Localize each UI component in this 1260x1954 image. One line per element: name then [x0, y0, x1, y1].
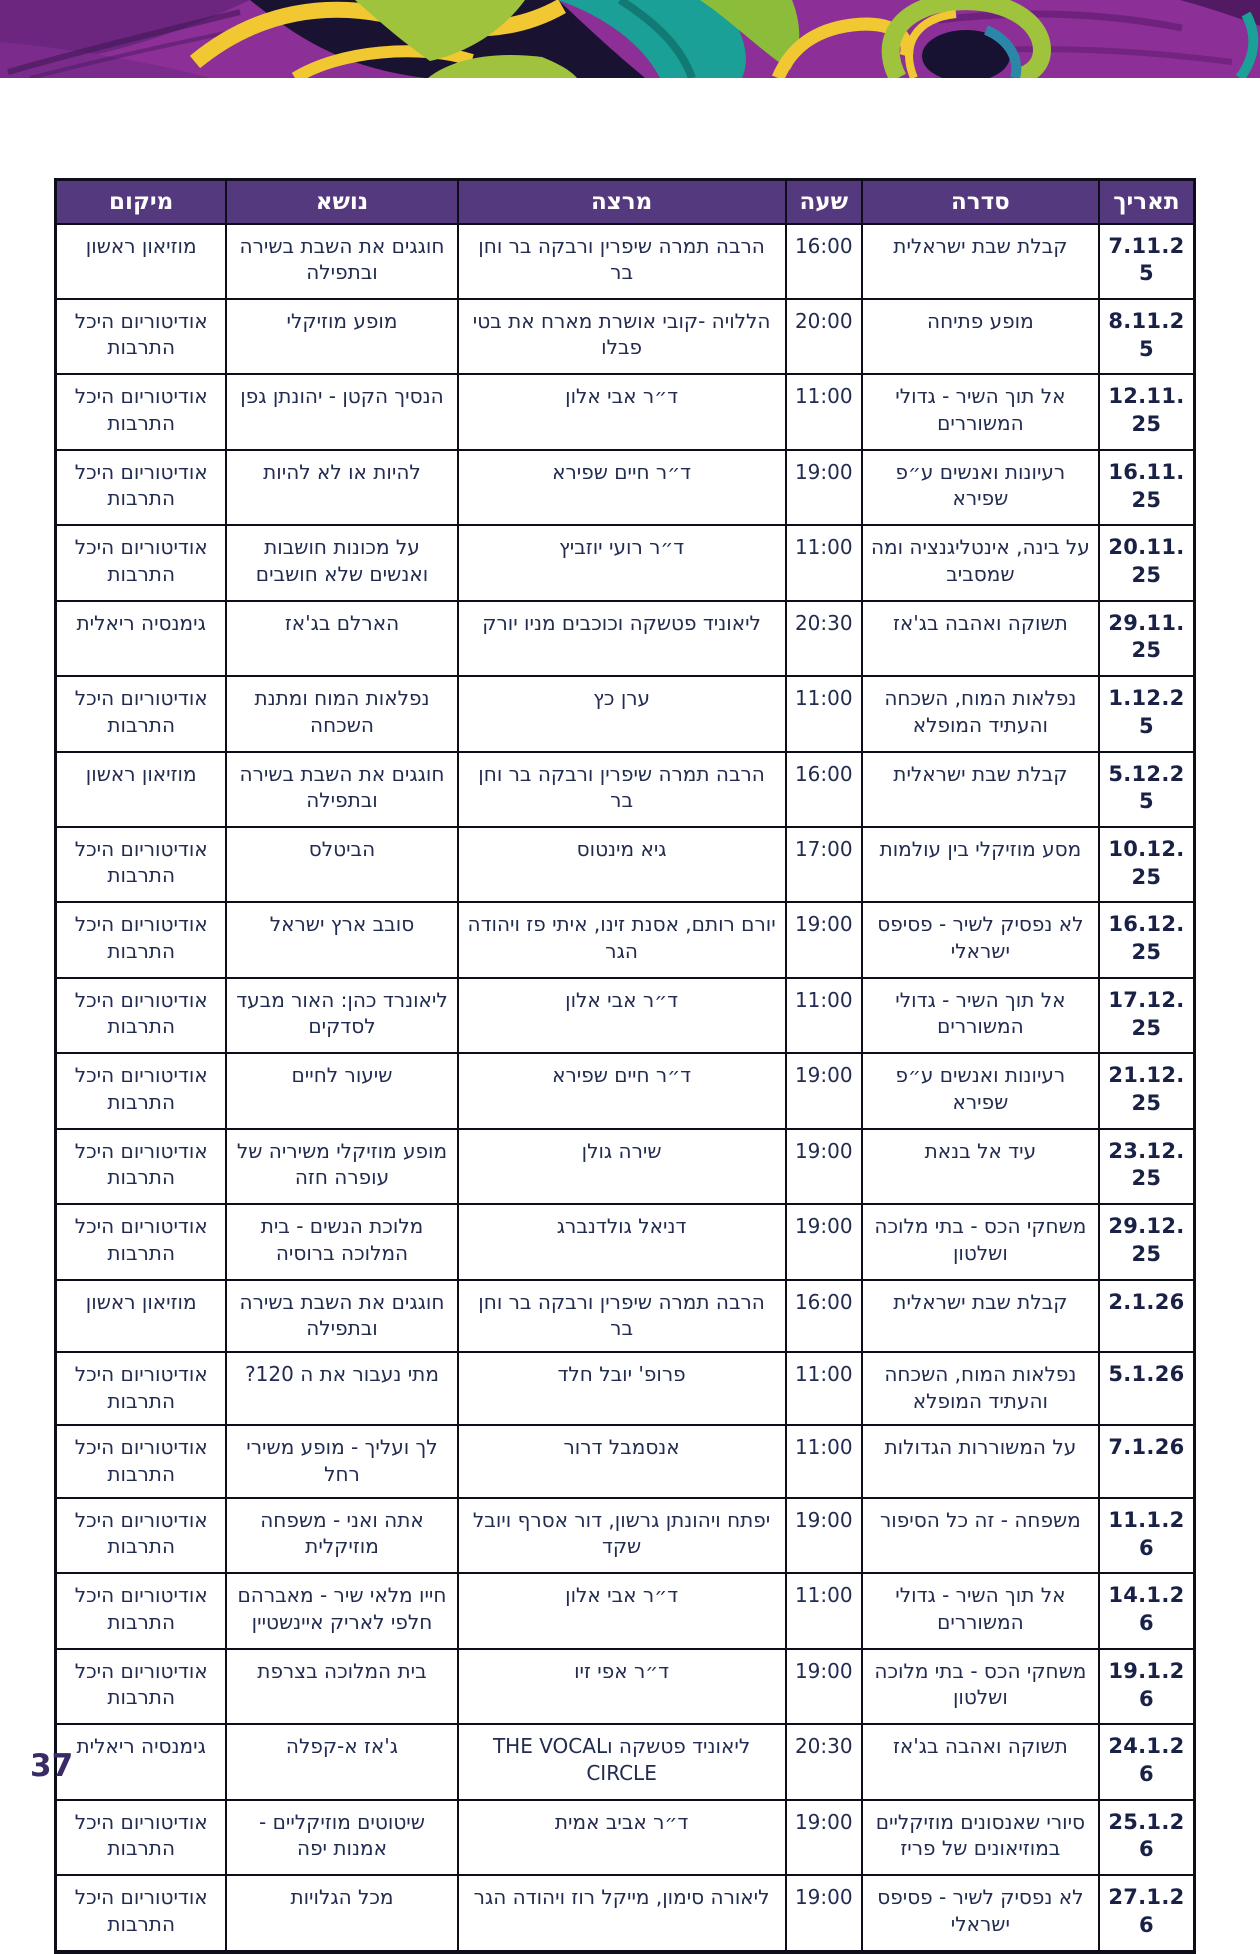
- cell-topic: הביטלס: [226, 827, 457, 902]
- cell-location: אודיטוריום היכל התרבות: [56, 1425, 227, 1498]
- cell-date: 10.12.25: [1099, 827, 1195, 902]
- cell-time: 16:00: [786, 1280, 862, 1353]
- cell-lecturer: ד״ר אבי אלון: [458, 1573, 786, 1648]
- cell-series: משפחה - זה כל הסיפור: [862, 1498, 1099, 1573]
- cell-lecturer: אנסמבל דרור: [458, 1425, 786, 1498]
- cell-location: אודיטוריום היכל התרבות: [56, 1800, 227, 1875]
- table-row: [56, 1352, 1195, 1425]
- cell-series: נפלאות המוח, השכחה והעתיד המופלא: [862, 676, 1099, 751]
- table-row: [56, 1649, 1195, 1724]
- cell-date: 7.11.25: [1099, 224, 1195, 299]
- cell-location: מוזיאון ראשון: [56, 224, 227, 299]
- cell-lecturer: הללויה -קובי אושרת מארח את בטי פבלו: [458, 299, 786, 374]
- table-row: [56, 1280, 1195, 1353]
- cell-lecturer: ליאוניד פטשקה וTHE VOCAL CIRCLE: [458, 1724, 786, 1799]
- cell-topic: בית המלוכה בצרפת: [226, 1649, 457, 1724]
- cell-location: אודיטוריום היכל התרבות: [56, 827, 227, 902]
- cell-time: 19:00: [786, 450, 862, 525]
- cell-series: אל תוך השיר - גדולי המשוררים: [862, 1573, 1099, 1648]
- cell-time: 19:00: [786, 1800, 862, 1875]
- cell-location: אודיטוריום היכל התרבות: [56, 374, 227, 449]
- cell-time: 11:00: [786, 1425, 862, 1498]
- cell-series: על המשוררות הגדולות: [862, 1425, 1099, 1498]
- table-row: [56, 374, 1195, 449]
- table-row: [56, 1129, 1195, 1204]
- cell-location: אודיטוריום היכל התרבות: [56, 676, 227, 751]
- cell-topic: להיות או לא להיות: [226, 450, 457, 525]
- cell-location: מוזיאון ראשון: [56, 752, 227, 827]
- cell-topic: מתי נעבור את ה 120?: [226, 1352, 457, 1425]
- cell-series: קבלת שבת ישראלית: [862, 752, 1099, 827]
- cell-date: 29.12.25: [1099, 1204, 1195, 1279]
- cell-date: 23.12.25: [1099, 1129, 1195, 1204]
- cell-topic: שיטוטים מוזיקליים - אמנות יפה: [226, 1800, 457, 1875]
- cell-lecturer: ד״ר אפי זיו: [458, 1649, 786, 1724]
- cell-series: אל תוך השיר - גדולי המשוררים: [862, 374, 1099, 449]
- cell-time: 19:00: [786, 902, 862, 977]
- table-row: [56, 601, 1195, 676]
- cell-topic: שיעור לחיים: [226, 1053, 457, 1128]
- cell-topic: לך ועליך - מופע משירי רחל: [226, 1425, 457, 1498]
- cell-time: 19:00: [786, 1204, 862, 1279]
- cell-series: סיורי שאנסונים מוזיקליים במוזיאונים של פריז: [862, 1800, 1099, 1875]
- column-header-series: סדרה: [862, 180, 1099, 224]
- schedule-section: [54, 178, 1196, 1954]
- cell-series: קבלת שבת ישראלית: [862, 1280, 1099, 1353]
- table-row: [56, 1053, 1195, 1128]
- banner-artwork: [0, 0, 1260, 78]
- table-row: [56, 676, 1195, 751]
- cell-series: נפלאות המוח, השכחה והעתיד המופלא: [862, 1352, 1099, 1425]
- cell-time: 20:30: [786, 601, 862, 676]
- cell-lecturer: גיא מינטוס: [458, 827, 786, 902]
- cell-location: אודיטוריום היכל התרבות: [56, 1649, 227, 1724]
- cell-date: 14.1.26: [1099, 1573, 1195, 1648]
- cell-series: לא נפסיק לשיר - פסיפס ישראלי: [862, 902, 1099, 977]
- cell-lecturer: ליאורה סימון, מייקל רוז ויהודה הגר: [458, 1875, 786, 1951]
- cell-date: 20.11.25: [1099, 525, 1195, 600]
- cell-lecturer: יורם רותם, אסנת זינו, איתי פז ויהודה הגר: [458, 902, 786, 977]
- cell-lecturer: ליאוניד פטשקה וכוכבים מניו יורק: [458, 601, 786, 676]
- cell-lecturer: ד״ר חיים שפירא: [458, 1053, 786, 1128]
- cell-topic: נפלאות המוח ומתנת השכחה: [226, 676, 457, 751]
- column-header-location: מיקום: [56, 180, 227, 224]
- cell-date: 5.1.26: [1099, 1352, 1195, 1425]
- cell-series: רעיונות ואנשים ע״פ שפירא: [862, 450, 1099, 525]
- cell-location: אודיטוריום היכל התרבות: [56, 978, 227, 1053]
- cell-time: 19:00: [786, 1498, 862, 1573]
- cell-date: 16.12.25: [1099, 902, 1195, 977]
- cell-time: 19:00: [786, 1649, 862, 1724]
- cell-date: 17.12.25: [1099, 978, 1195, 1053]
- cell-lecturer: יפתח ויהונתן גרשון, דור אסרף ויובל שקד: [458, 1498, 786, 1573]
- table-row: [56, 752, 1195, 827]
- cell-lecturer: ד״ר אביב אמית: [458, 1800, 786, 1875]
- table-row: [56, 224, 1195, 299]
- cell-date: 8.11.25: [1099, 299, 1195, 374]
- cell-lecturer: ד״ר חיים שפירא: [458, 450, 786, 525]
- cell-date: 25.1.26: [1099, 1800, 1195, 1875]
- cell-time: 20:30: [786, 1724, 862, 1799]
- cell-series: משחקי הכס - בתי מלוכה ושלטון: [862, 1649, 1099, 1724]
- schedule-table-body: [56, 224, 1195, 1952]
- cell-time: 17:00: [786, 827, 862, 902]
- cell-date: 21.12.25: [1099, 1053, 1195, 1128]
- cell-lecturer: הרבה תמרה שיפרין ורבקה בר וחן בר: [458, 1280, 786, 1353]
- cell-location: אודיטוריום היכל התרבות: [56, 1129, 227, 1204]
- cell-date: 2.1.26: [1099, 1280, 1195, 1353]
- cell-location: אודיטוריום היכל התרבות: [56, 902, 227, 977]
- cell-location: אודיטוריום היכל התרבות: [56, 1204, 227, 1279]
- cell-location: גימנסיה ריאלית: [56, 1724, 227, 1799]
- cell-topic: אתה ואני - משפחה מוזיקלית: [226, 1498, 457, 1573]
- cell-date: 16.11.25: [1099, 450, 1195, 525]
- table-row: [56, 299, 1195, 374]
- cell-topic: ג'אז א-קפלה: [226, 1724, 457, 1799]
- cell-series: אל תוך השיר - גדולי המשוררים: [862, 978, 1099, 1053]
- cell-lecturer: ערן כץ: [458, 676, 786, 751]
- table-row: [56, 1425, 1195, 1498]
- cell-topic: מופע מוזיקלי משיריה של עופרה חזה: [226, 1129, 457, 1204]
- cell-topic: חייו מלאי שיר - מאברהם חלפי לאריק איינשטיין: [226, 1573, 457, 1648]
- table-row: [56, 1800, 1195, 1875]
- cell-location: אודיטוריום היכל התרבות: [56, 299, 227, 374]
- cell-series: לא נפסיק לשיר - פסיפס ישראלי: [862, 1875, 1099, 1951]
- cell-location: גימנסיה ריאלית: [56, 601, 227, 676]
- cell-series: תשוקה ואהבה בג'אז: [862, 601, 1099, 676]
- cell-time: 11:00: [786, 676, 862, 751]
- table-row: [56, 1875, 1195, 1951]
- table-row: [56, 1204, 1195, 1279]
- cell-time: 19:00: [786, 1875, 862, 1951]
- cell-date: 12.11.25: [1099, 374, 1195, 449]
- cell-location: אודיטוריום היכל התרבות: [56, 1352, 227, 1425]
- cell-date: 7.1.26: [1099, 1425, 1195, 1498]
- cell-topic: חוגגים את השבת בשירה ובתפילה: [226, 224, 457, 299]
- column-header-time: שעה: [786, 180, 862, 224]
- cell-location: אודיטוריום היכל התרבות: [56, 1875, 227, 1951]
- cell-series: עיד אל בנאת: [862, 1129, 1099, 1204]
- cell-topic: סובב ארץ ישראל: [226, 902, 457, 977]
- column-header-date: תאריך: [1099, 180, 1195, 224]
- cell-series: על בינה, אינטליגנציה ומה שמסביב: [862, 525, 1099, 600]
- cell-topic: חוגגים את השבת בשירה ובתפילה: [226, 1280, 457, 1353]
- cell-lecturer: הרבה תמרה שיפרין ורבקה בר וחן בר: [458, 224, 786, 299]
- cell-lecturer: דניאל גולדנברג: [458, 1204, 786, 1279]
- schedule-table: [54, 178, 1196, 1954]
- page-number: 37: [30, 1748, 74, 1784]
- cell-time: 11:00: [786, 1352, 862, 1425]
- cell-topic: הנסיך הקטן - יהונתן גפן: [226, 374, 457, 449]
- cell-location: מוזיאון ראשון: [56, 1280, 227, 1353]
- cell-time: 11:00: [786, 525, 862, 600]
- cell-series: תשוקה ואהבה בג'אז: [862, 1724, 1099, 1799]
- column-header-lecturer: מרצה: [458, 180, 786, 224]
- cell-topic: מופע מוזיקלי: [226, 299, 457, 374]
- column-header-topic: נושא: [226, 180, 457, 224]
- cell-location: אודיטוריום היכל התרבות: [56, 1053, 227, 1128]
- table-row: [56, 525, 1195, 600]
- table-row: [56, 978, 1195, 1053]
- cell-location: אודיטוריום היכל התרבות: [56, 1498, 227, 1573]
- cell-time: 16:00: [786, 224, 862, 299]
- table-row: [56, 1724, 1195, 1799]
- cell-location: אודיטוריום היכל התרבות: [56, 1573, 227, 1648]
- table-row: [56, 827, 1195, 902]
- cell-lecturer: ד״ר אבי אלון: [458, 374, 786, 449]
- cell-date: 29.11.25: [1099, 601, 1195, 676]
- cell-topic: מלוכת הנשים - בית המלוכה ברוסיה: [226, 1204, 457, 1279]
- cell-series: קבלת שבת ישראלית: [862, 224, 1099, 299]
- cell-series: משחקי הכס - בתי מלוכה ושלטון: [862, 1204, 1099, 1279]
- cell-location: אודיטוריום היכל התרבות: [56, 450, 227, 525]
- cell-time: 19:00: [786, 1129, 862, 1204]
- cell-lecturer: ד״ר רועי יוזביץ: [458, 525, 786, 600]
- cell-lecturer: פרופ' יובל חלד: [458, 1352, 786, 1425]
- table-row: [56, 902, 1195, 977]
- cell-lecturer: הרבה תמרה שיפרין ורבקה בר וחן בר: [458, 752, 786, 827]
- cell-location: אודיטוריום היכל התרבות: [56, 525, 227, 600]
- cell-time: 11:00: [786, 374, 862, 449]
- cell-date: 19.1.26: [1099, 1649, 1195, 1724]
- cell-topic: הארלם בג'אז: [226, 601, 457, 676]
- cell-topic: מכל הגלויות: [226, 1875, 457, 1951]
- cell-series: מופע פתיחה: [862, 299, 1099, 374]
- cell-date: 5.12.25: [1099, 752, 1195, 827]
- cell-date: 11.1.26: [1099, 1498, 1195, 1573]
- cell-series: רעיונות ואנשים ע״פ שפירא: [862, 1053, 1099, 1128]
- cell-lecturer: ד״ר אבי אלון: [458, 978, 786, 1053]
- cell-time: 11:00: [786, 1573, 862, 1648]
- cell-date: 24.1.26: [1099, 1724, 1195, 1799]
- cell-time: 11:00: [786, 978, 862, 1053]
- cell-time: 19:00: [786, 1053, 862, 1128]
- table-header-row: [56, 180, 1195, 224]
- cell-topic: על מכונות חושבות ואנשים שלא חושבים: [226, 525, 457, 600]
- cell-series: מסע מוזיקלי בין עולמות: [862, 827, 1099, 902]
- cell-lecturer: שירה גולן: [458, 1129, 786, 1204]
- table-row: [56, 1573, 1195, 1648]
- cell-time: 16:00: [786, 752, 862, 827]
- table-row: [56, 1498, 1195, 1573]
- cell-topic: ליאונרד כהן: האור מבעד לסדקים: [226, 978, 457, 1053]
- table-row: [56, 450, 1195, 525]
- cell-date: 1.12.25: [1099, 676, 1195, 751]
- cell-date: 27.1.26: [1099, 1875, 1195, 1951]
- cell-topic: חוגגים את השבת בשירה ובתפילה: [226, 752, 457, 827]
- cell-time: 20:00: [786, 299, 862, 374]
